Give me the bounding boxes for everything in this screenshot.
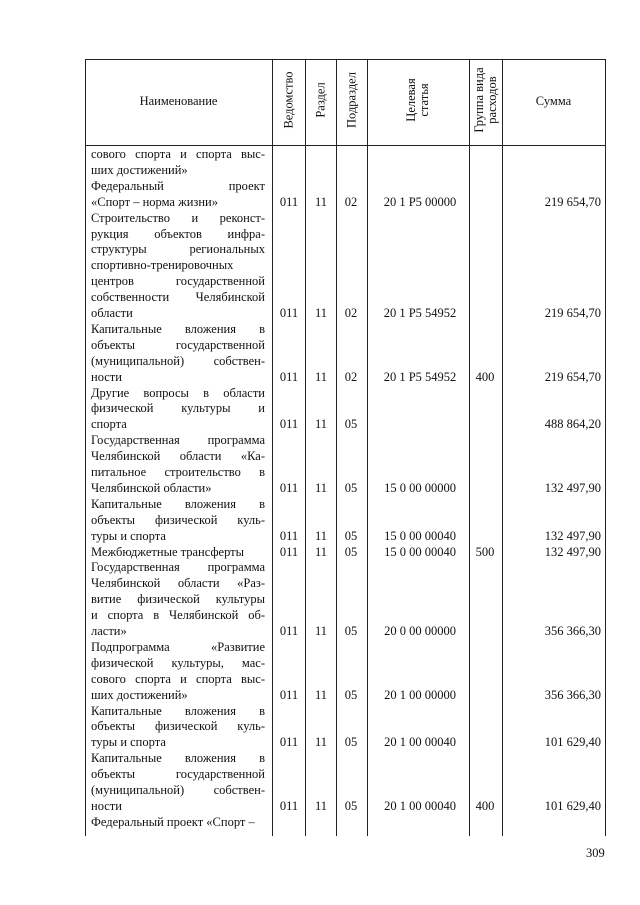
row-name xyxy=(91,386,265,434)
row-cel-cell: 20 1 00 00000 xyxy=(384,687,456,702)
row-name-line: (муниципальной) собствен- xyxy=(91,353,265,368)
row-name-line: Челябинской области «Ка- xyxy=(91,449,265,464)
row-name-line: объекты физической куль- xyxy=(91,512,265,527)
row-pod-cell: 05 xyxy=(344,798,358,813)
header-razdel: Раздел xyxy=(313,82,328,118)
row-name-line: объекты государственной xyxy=(91,337,265,352)
row-name-line: рукция объектов инфра- xyxy=(91,226,265,241)
row-pod-cell: 05 xyxy=(344,480,358,495)
row-name-line: ласти» xyxy=(91,624,127,639)
row-ved-cell: 011 xyxy=(279,687,299,702)
row-pod-cell: 02 xyxy=(344,194,358,209)
row-name-line: туры и спорта xyxy=(91,528,166,543)
col-border-grp xyxy=(469,59,470,836)
row-name xyxy=(91,815,265,831)
row-raz-cell: 11 xyxy=(314,369,328,384)
row-ved-cell: 011 xyxy=(279,735,299,750)
row-name-line: физической культуры и xyxy=(91,401,265,416)
row-name xyxy=(91,179,265,211)
row-cel-cell: 15 0 00 00040 xyxy=(384,544,456,559)
row-name-line: области xyxy=(91,306,133,321)
row-name xyxy=(91,545,265,561)
row-name-line: объекты государственной xyxy=(91,767,265,782)
row-pod-cell: 02 xyxy=(344,306,358,320)
row-name-line: физической культуры, мас- xyxy=(91,655,265,670)
row-name-line: Челябинской области «Раз- xyxy=(91,576,265,591)
row-cel-cell: 15 0 00 00040 xyxy=(384,528,456,543)
row-ved-cell: 011 xyxy=(279,528,299,543)
row-pod-cell: 05 xyxy=(344,687,358,702)
table-top-border xyxy=(85,59,606,60)
row-name-line: структуры региональных xyxy=(91,242,265,257)
row-raz-cell: 11 xyxy=(314,480,328,495)
row-name-line: ших достижений» xyxy=(91,687,188,702)
header-podrazdel: Подраздел xyxy=(344,72,359,128)
row-raz-cell: 11 xyxy=(314,735,328,750)
row-ved-cell: 011 xyxy=(279,480,299,495)
row-sum-cell: 132 497,90 xyxy=(544,544,601,559)
row-name-line: «Спорт – норма жизни» xyxy=(91,194,218,209)
row-name xyxy=(91,751,265,815)
row-name-line: Государственная программа xyxy=(91,560,265,575)
row-sum-cell: 132 497,90 xyxy=(544,480,601,495)
row-sum-cell: 132 497,90 xyxy=(544,528,601,543)
row-pod-cell: 05 xyxy=(344,417,358,432)
row-ved-cell: 011 xyxy=(279,306,299,320)
header-celevaya: Целевая статья xyxy=(404,78,431,122)
row-pod-cell: 02 xyxy=(344,369,358,384)
row-name xyxy=(91,433,265,497)
row-name xyxy=(91,640,265,704)
row-name-line: Государственная программа xyxy=(91,433,265,448)
row-name-line: Федеральный проект xyxy=(91,178,265,193)
row-raz-cell: 11 xyxy=(314,798,328,813)
row-name-line: объекты физической куль- xyxy=(91,719,265,734)
row-pod-cell: 05 xyxy=(344,528,358,543)
row-name-line: ности xyxy=(91,369,122,384)
row-ved-cell: 011 xyxy=(279,624,299,638)
row-sum-cell: 101 629,40 xyxy=(544,735,601,750)
row-name-line: спортивно-тренировочных xyxy=(91,258,234,273)
col-border-left xyxy=(85,59,86,836)
row-name xyxy=(91,497,265,545)
row-sum-cell: 356 366,30 xyxy=(544,624,601,638)
row-grp-cell: 400 xyxy=(475,798,495,813)
row-name-line: Капитальные вложения в xyxy=(91,496,265,511)
row-name-line: собственности Челябинской xyxy=(91,290,265,305)
row-raz-cell: 11 xyxy=(314,417,328,432)
row-name-line: (муниципальной) собствен- xyxy=(91,783,265,797)
row-name-line: и спорта в Челябинской об- xyxy=(91,608,265,623)
row-sum-cell: 219 654,70 xyxy=(544,369,601,384)
col-border-raz xyxy=(305,59,306,836)
row-cel-cell: 20 1 P5 54952 xyxy=(383,369,457,384)
row-raz-cell: 11 xyxy=(314,544,328,559)
page-number: 309 xyxy=(586,846,605,860)
header-name: Наименование xyxy=(139,94,218,108)
row-name-line: Федеральный проект «Спорт – xyxy=(91,814,255,829)
row-name-line: Капитальные вложения в xyxy=(91,321,265,336)
row-cel-cell: 15 0 00 00000 xyxy=(384,480,456,495)
row-ved-cell: 011 xyxy=(279,194,299,209)
row-name-line: питальное строительство в xyxy=(91,465,265,479)
row-cel-cell: 20 1 00 00040 xyxy=(384,798,456,813)
row-sum-cell: 219 654,70 xyxy=(544,306,601,320)
row-pod-cell: 05 xyxy=(344,735,358,750)
row-name-line: Межбюджетные трансферты xyxy=(91,544,245,559)
row-name xyxy=(91,704,265,752)
row-name-line: Капитальные вложения в xyxy=(91,751,265,766)
row-name-line: ших достижений» xyxy=(91,162,188,177)
col-border-right xyxy=(605,59,606,836)
row-grp-cell: 400 xyxy=(475,369,495,384)
header-bottom-border xyxy=(85,145,606,146)
row-raz-cell: 11 xyxy=(314,687,328,702)
row-ved-cell: 011 xyxy=(279,369,299,384)
row-ved-cell: 011 xyxy=(279,798,299,813)
row-pod-cell: 05 xyxy=(344,624,358,638)
col-border-cel xyxy=(367,59,368,836)
row-name-line: туры и спорта xyxy=(91,735,166,750)
row-cel-cell: 20 1 P5 54952 xyxy=(383,306,457,320)
row-sum-cell: 101 629,40 xyxy=(544,798,601,813)
row-name-line: Челябинской области» xyxy=(91,480,212,495)
row-grp-cell: 500 xyxy=(475,544,495,559)
row-raz-cell: 11 xyxy=(314,624,328,638)
col-border-ved xyxy=(272,59,273,836)
row-cel-cell: 20 1 00 00040 xyxy=(384,735,456,750)
row-name-line: сового спорта и спорта выс- xyxy=(91,147,265,161)
row-ved-cell: 011 xyxy=(279,417,299,432)
row-name-line: Капитальные вложения в xyxy=(91,703,265,718)
row-pod-cell: 05 xyxy=(344,544,358,559)
row-ved-cell: 011 xyxy=(279,544,299,559)
row-name xyxy=(91,147,265,179)
col-border-pod xyxy=(336,59,337,836)
row-raz-cell: 11 xyxy=(314,194,328,209)
col-border-sum xyxy=(502,59,503,836)
row-name-line: спорта xyxy=(91,417,127,432)
row-name-line: Строительство и реконст- xyxy=(91,210,265,225)
header-summa: Сумма xyxy=(535,94,572,108)
row-cel-cell: 20 1 P5 00000 xyxy=(383,194,457,209)
row-name-line: витие физической культуры xyxy=(91,592,265,607)
row-cel-cell: 20 0 00 00000 xyxy=(384,624,456,638)
row-name xyxy=(91,322,265,386)
row-name xyxy=(91,560,265,640)
row-raz-cell: 11 xyxy=(314,306,328,320)
row-name xyxy=(91,211,265,322)
row-name-line: Другие вопросы в области xyxy=(91,385,265,400)
row-sum-cell: 356 366,30 xyxy=(544,687,601,702)
row-name-line: сового спорта и спорта выс- xyxy=(91,671,265,686)
row-sum-cell: 488 864,20 xyxy=(544,417,601,432)
row-name-line: ности xyxy=(91,798,122,813)
header-gruppa: Группа вида расходов xyxy=(472,67,499,133)
header-vedomstvo: Ведомство xyxy=(281,71,296,129)
row-sum-cell: 219 654,70 xyxy=(544,194,601,209)
row-name-line: центров государственной xyxy=(91,274,265,289)
row-raz-cell: 11 xyxy=(314,528,328,543)
row-name-line: Подпрограмма «Развитие xyxy=(91,639,265,654)
